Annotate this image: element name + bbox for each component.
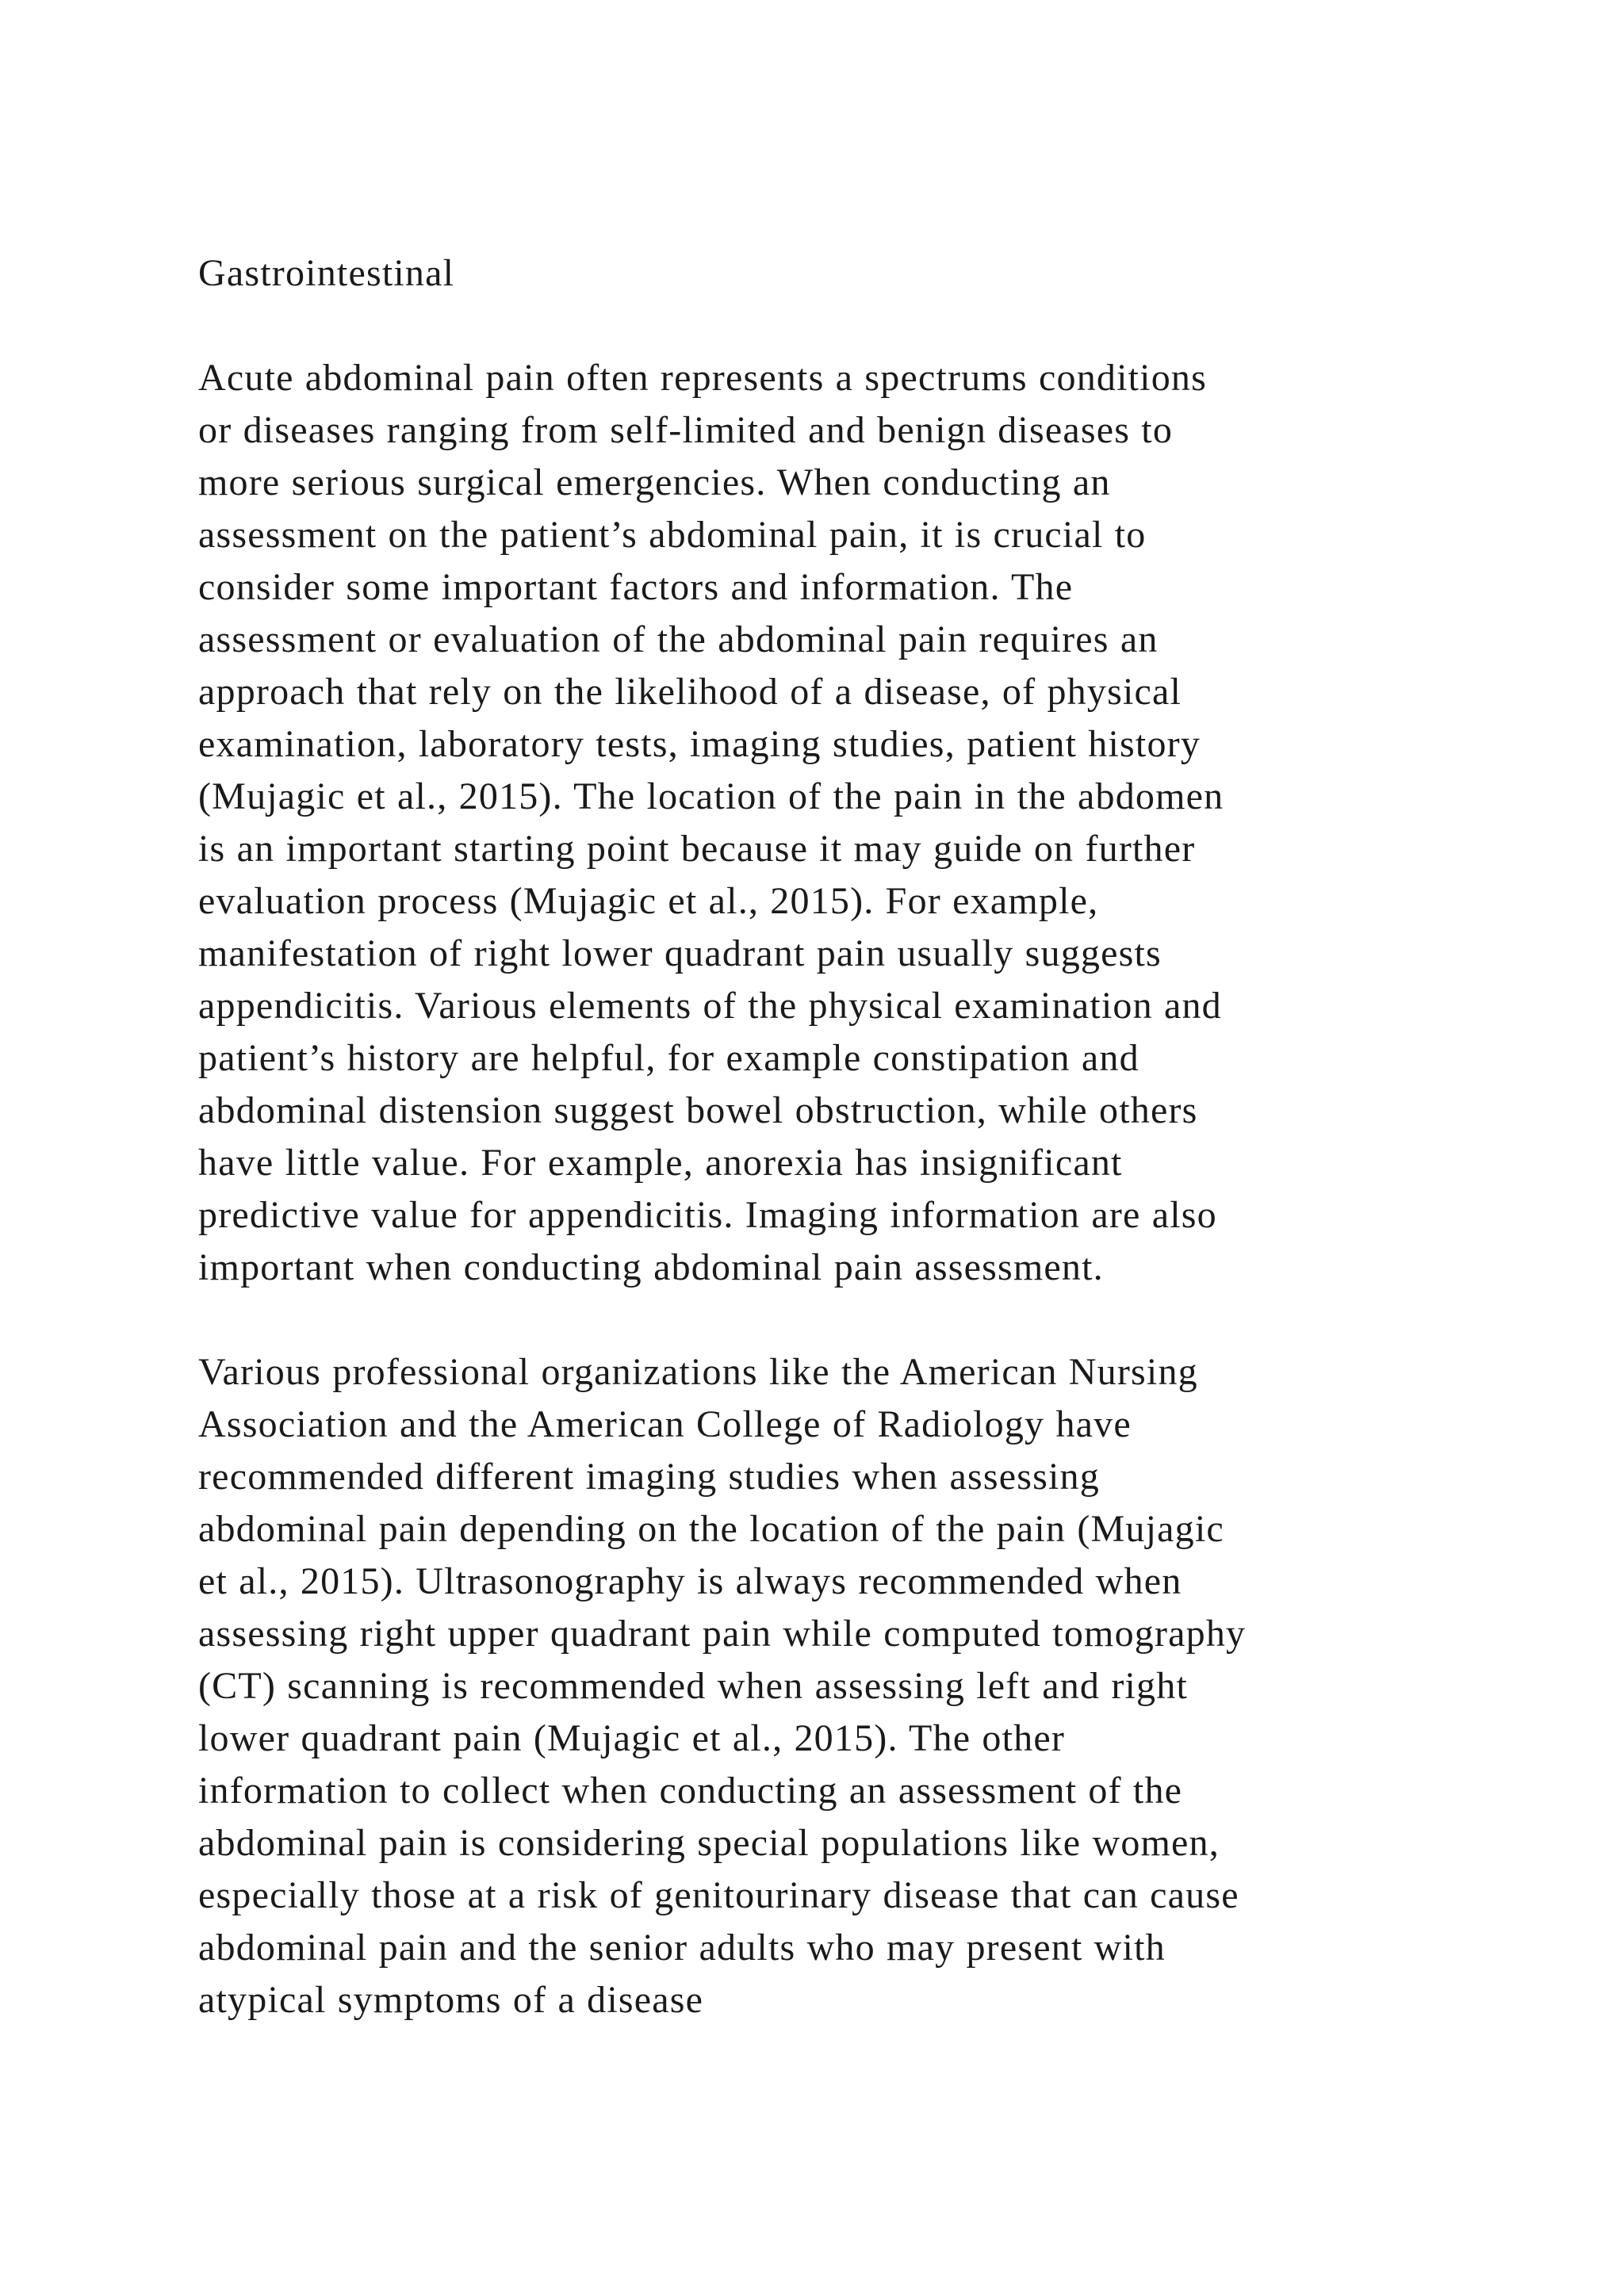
text-line: abdominal distension suggest bowel obstruction, while others xyxy=(198,1089,1198,1131)
text-line: especially those at a risk of genitourinary disease that can cause xyxy=(198,1874,1239,1916)
text-line: atypical symptoms of a disease xyxy=(198,1979,704,2021)
text-line: examination, laboratory tests, imaging studies, patient history xyxy=(198,723,1201,765)
text-line: important when conducting abdominal pain assessment. xyxy=(198,1246,1104,1288)
text-line: assessment or evaluation of the abdominal pain requires an xyxy=(198,618,1159,660)
text-line: Various professional organizations like the American Nursing xyxy=(198,1351,1198,1393)
text-line: approach that rely on the likelihood of a disease, of physical xyxy=(198,671,1182,713)
document-body xyxy=(198,247,1467,2079)
text-line: assessment on the patient’s abdominal pain, it is crucial to xyxy=(198,514,1147,556)
text-line: (Mujagic et al., 2015). The location of the pain in the abdomen xyxy=(198,775,1224,817)
text-line: evaluation process (Mujagic et al., 2015). For example, xyxy=(198,880,1099,922)
text-line: abdominal pain and the senior adults who may present with xyxy=(198,1927,1166,1969)
text-line: predictive value for appendicitis. Imaging information are also xyxy=(198,1194,1217,1236)
text-line: lower quadrant pain (Mujagic et al., 2015). The other xyxy=(198,1717,1066,1759)
text-line: Acute abdominal pain often represents a spectrums conditions xyxy=(198,357,1207,399)
text-line: appendicitis. Various elements of the physical examination and xyxy=(198,985,1222,1027)
text-line: et al., 2015). Ultrasonography is always recommended when xyxy=(198,1560,1182,1602)
text-line: more serious surgical emergencies. When conducting an xyxy=(198,461,1111,503)
text-line: or diseases ranging from self-limited and benign diseases to xyxy=(198,409,1174,451)
text-line: (CT) scanning is recommended when assessing left and right xyxy=(198,1665,1188,1707)
paragraph-2 xyxy=(198,1346,1467,2026)
text-line: recommended different imaging studies when assessing xyxy=(198,1456,1100,1498)
text-line: abdominal pain depending on the location of the pain (Mujagic xyxy=(198,1508,1224,1550)
text-line: abdominal pain is considering special populations like women, xyxy=(198,1822,1220,1864)
document-heading: Gastrointestinal xyxy=(198,252,455,294)
text-line: have little value. For example, anorexia has insignificant xyxy=(198,1142,1123,1184)
paragraph-1 xyxy=(198,352,1467,1294)
text-line: consider some important factors and information. The xyxy=(198,566,1074,608)
text-line: is an important starting point because it may guide on further xyxy=(198,828,1196,870)
text-line: information to collect when conducting an assessment of the xyxy=(198,1770,1183,1812)
text-line: assessing right upper quadrant pain while computed tomography xyxy=(198,1613,1247,1655)
text-line: manifestation of right lower quadrant pain usually suggests xyxy=(198,932,1162,974)
text-line: patient’s history are helpful, for example constipation and xyxy=(198,1037,1139,1079)
text-line: Association and the American College of Radiology have xyxy=(198,1403,1132,1445)
